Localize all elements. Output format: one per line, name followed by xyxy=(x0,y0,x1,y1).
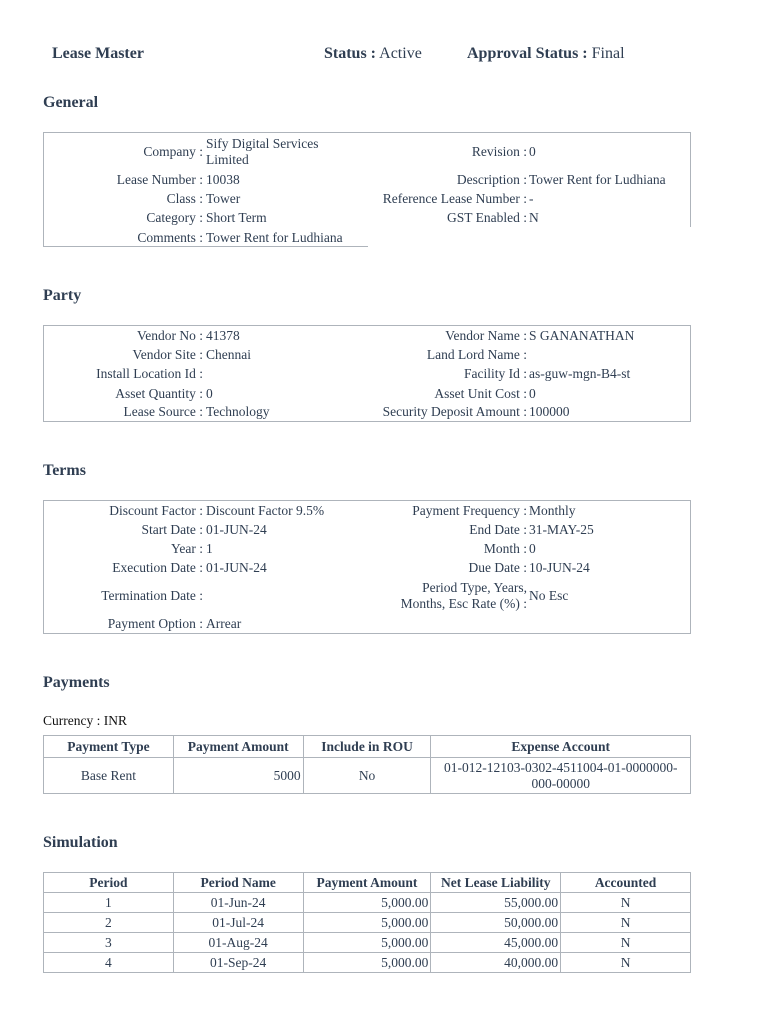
general-section-title: General xyxy=(43,94,99,111)
payments-section-title: Payments xyxy=(43,674,110,691)
status-label: Status : xyxy=(324,45,377,62)
payment-option-label: Payment Option : xyxy=(107,616,203,631)
start-date-label: Start Date : xyxy=(141,522,203,537)
facility-id-label: Facility Id : xyxy=(464,366,527,381)
payment-amount-cell: 5,000.00 xyxy=(303,893,431,913)
payment-amount-cell: 5,000.00 xyxy=(303,953,431,973)
company-label: Company : xyxy=(143,144,203,159)
class-value: Tower xyxy=(206,191,241,206)
period-name-cell: 01-Jun-24 xyxy=(173,893,303,913)
simulation-col-net-lease-liability: Net Lease Liability xyxy=(431,873,561,893)
due-date-label: Due Date : xyxy=(468,560,527,575)
lease-source-label: Lease Source : xyxy=(123,404,203,419)
start-date-value: 01-JUN-24 xyxy=(206,522,267,537)
reference-lease-label: Reference Lease Number : xyxy=(382,191,527,206)
simulation-col-payment-amount: Payment Amount xyxy=(303,873,431,893)
vendor-name-value: S GANANATHAN xyxy=(529,328,635,343)
accounted-cell: N xyxy=(561,913,691,933)
period-cell: 3 xyxy=(44,933,174,953)
due-date-value: 10-JUN-24 xyxy=(529,560,590,575)
net-lease-liability-cell: 45,000.00 xyxy=(431,933,561,953)
period-type-label-line1: Period Type, Years, xyxy=(422,580,527,595)
period-cell: 2 xyxy=(44,913,174,933)
page-title: Lease Master xyxy=(52,45,144,62)
asset-quantity-value: 0 xyxy=(206,386,213,401)
simulation-table xyxy=(43,872,691,973)
general-box-border-bottom xyxy=(43,246,368,247)
facility-id-value: as-guw-mgn-B4-st xyxy=(529,366,631,381)
revision-value: 0 xyxy=(529,144,536,159)
include-rou-cell: No xyxy=(303,758,431,794)
simulation-col-period: Period xyxy=(44,873,174,893)
end-date-label: End Date : xyxy=(469,522,527,537)
payments-col-type: Payment Type xyxy=(44,736,174,758)
asset-unit-cost-label: Asset Unit Cost : xyxy=(434,386,527,401)
security-deposit-value: 100000 xyxy=(529,404,570,419)
payment-option-value: Arrear xyxy=(206,616,242,631)
period-name-cell: 01-Sep-24 xyxy=(173,953,303,973)
general-box-border-right xyxy=(690,132,691,227)
description-value: Tower Rent for Ludhiana xyxy=(529,172,666,187)
category-value: Short Term xyxy=(206,210,267,225)
period-cell: 4 xyxy=(44,953,174,973)
payments-col-include-rou: Include in ROU xyxy=(303,736,431,758)
discount-factor-value: Discount Factor 9.5% xyxy=(206,503,325,518)
execution-date-label: Execution Date : xyxy=(112,560,203,575)
payments-col-amount: Payment Amount xyxy=(173,736,303,758)
period-name-cell: 01-Jul-24 xyxy=(173,913,303,933)
currency-label: Currency : INR xyxy=(43,713,127,728)
execution-date-value: 01-JUN-24 xyxy=(206,560,267,575)
payments-col-expense-account: Expense Account xyxy=(431,736,691,758)
general-box-border-left xyxy=(43,132,44,247)
lease-number-label: Lease Number : xyxy=(116,172,203,187)
period-type-value: No Esc xyxy=(529,588,569,603)
end-date-value: 31-MAY-25 xyxy=(529,522,594,537)
comments-label: Comments : xyxy=(137,230,203,245)
payment-type-cell: Base Rent xyxy=(44,758,174,794)
table-row xyxy=(44,933,691,953)
vendor-no-value: 41378 xyxy=(206,328,240,343)
approval-status-field xyxy=(467,45,625,63)
gst-label: GST Enabled : xyxy=(447,210,527,225)
net-lease-liability-cell: 40,000.00 xyxy=(431,953,561,973)
payment-frequency-label: Payment Frequency : xyxy=(412,503,527,518)
general-box-border-top xyxy=(43,132,691,133)
party-section-title: Party xyxy=(43,287,82,304)
security-deposit-label: Security Deposit Amount : xyxy=(382,404,527,419)
discount-factor-label: Discount Factor : xyxy=(109,503,203,518)
lease-number-value: 10038 xyxy=(206,172,240,187)
table-row xyxy=(44,953,691,973)
approval-status-value: Final xyxy=(591,45,625,62)
year-label: Year : xyxy=(170,541,203,556)
expense-account-cell xyxy=(431,758,691,794)
vendor-no-label: Vendor No : xyxy=(137,328,203,343)
table-row xyxy=(44,758,691,794)
termination-date-label: Termination Date : xyxy=(101,588,203,603)
payment-amount-cell: 5000 xyxy=(173,758,303,794)
payments-table xyxy=(43,735,691,794)
accounted-cell: N xyxy=(561,933,691,953)
period-name-cell: 01-Aug-24 xyxy=(173,933,303,953)
payment-amount-cell: 5,000.00 xyxy=(303,933,431,953)
expense-account-line1: 01-012-12103-0302-4511004-01-0000000- xyxy=(444,759,678,775)
month-value: 0 xyxy=(529,541,536,556)
vendor-site-label: Vendor Site : xyxy=(132,347,203,362)
simulation-section-title: Simulation xyxy=(43,834,118,851)
payment-amount-cell: 5,000.00 xyxy=(303,913,431,933)
simulation-col-period-name: Period Name xyxy=(173,873,303,893)
vendor-name-label: Vendor Name : xyxy=(445,328,527,343)
table-row xyxy=(44,913,691,933)
reference-lease-value: - xyxy=(529,191,534,206)
net-lease-liability-cell: 55,000.00 xyxy=(431,893,561,913)
simulation-col-accounted: Accounted xyxy=(561,873,691,893)
landlord-label: Land Lord Name : xyxy=(426,347,527,362)
comments-value: Tower Rent for Ludhiana xyxy=(206,230,343,245)
class-label: Class : xyxy=(166,191,203,206)
status-field xyxy=(324,45,422,63)
terms-section-title: Terms xyxy=(43,462,86,479)
period-type-label-line2: Months, Esc Rate (%) : xyxy=(400,596,527,611)
net-lease-liability-cell: 50,000.00 xyxy=(431,913,561,933)
period-cell: 1 xyxy=(44,893,174,913)
approval-status-label: Approval Status : xyxy=(467,45,588,62)
company-value-line2: Limited xyxy=(206,152,249,167)
status-value: Active xyxy=(379,45,422,62)
lease-source-value: Technology xyxy=(206,404,270,419)
table-row xyxy=(44,893,691,913)
description-label: Description : xyxy=(456,172,527,187)
vendor-site-value: Chennai xyxy=(206,347,251,362)
accounted-cell: N xyxy=(561,893,691,913)
month-label: Month : xyxy=(483,541,527,556)
year-value: 1 xyxy=(206,541,213,556)
company-value-line1: Sify Digital Services xyxy=(206,136,319,151)
install-location-label: Install Location Id : xyxy=(96,366,203,381)
payment-frequency-value: Monthly xyxy=(529,503,576,518)
revision-label: Revision : xyxy=(471,144,527,159)
asset-unit-cost-value: 0 xyxy=(529,386,536,401)
category-label: Category : xyxy=(146,210,203,225)
page-header xyxy=(52,45,732,65)
expense-account-line2: 000-00000 xyxy=(531,775,590,791)
asset-quantity-label: Asset Quantity : xyxy=(115,386,203,401)
accounted-cell: N xyxy=(561,953,691,973)
gst-value: N xyxy=(529,210,539,225)
